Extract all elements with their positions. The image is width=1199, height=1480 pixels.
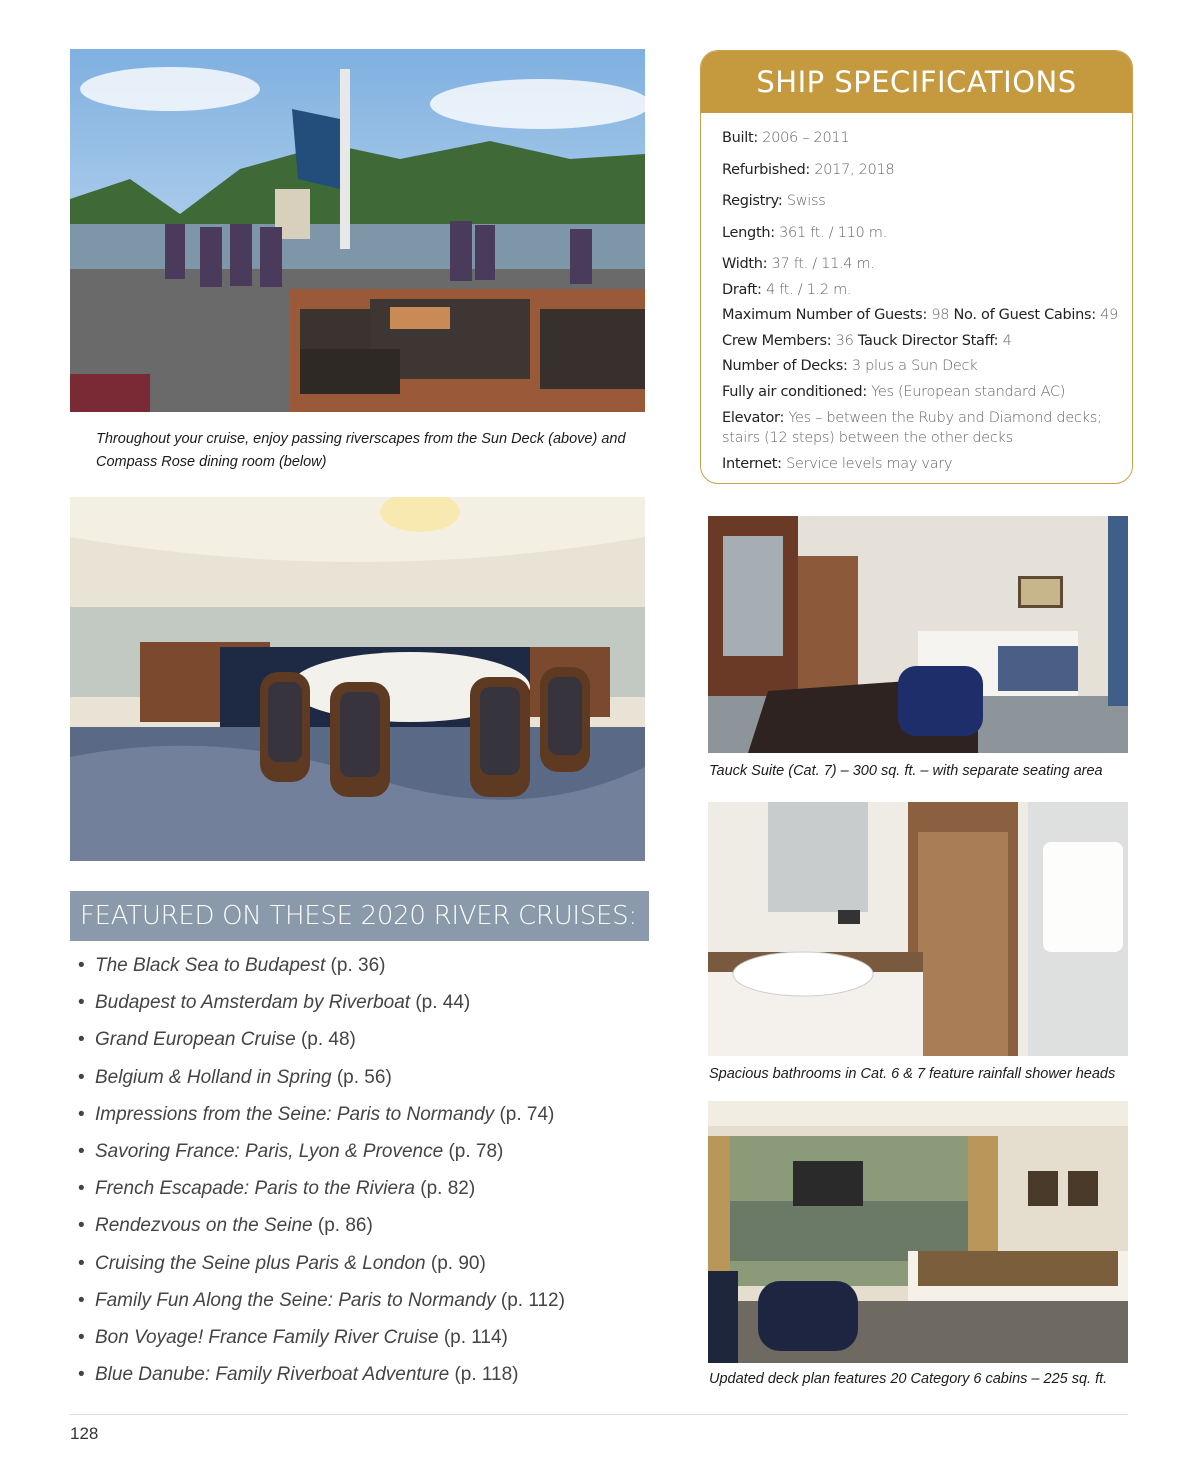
cruise-list-item [78, 1361, 565, 1398]
page-number: 128 [70, 1424, 99, 1443]
sun-deck-caption-line2: Compass Rose dining room (below) [96, 454, 327, 470]
cruise-page-ref: (p. 112) [500, 1289, 565, 1311]
sun-deck-caption-line1: Throughout your cruise, enjoy passing riverscapes from the Sun Deck (above) and [96, 431, 626, 447]
spec-length [722, 221, 1132, 247]
cruise-list-item [78, 1287, 565, 1324]
cruise-page-ref: (p. 86) [317, 1215, 373, 1237]
bullet: • [78, 992, 85, 1014]
cruise-page-ref: (p. 90) [430, 1252, 486, 1274]
cruise-page-ref: (p. 36) [330, 955, 386, 976]
spec-cabins-value: 49 [1100, 307, 1119, 323]
spec-max-guests-label: Maximum Number of Guests: [722, 307, 928, 323]
cruise-list-item [78, 1064, 565, 1101]
bullet: • [78, 1066, 85, 1088]
cruise-title: Impressions from the Seine: Paris to Normandy [95, 1103, 495, 1125]
cruise-list-item [78, 989, 565, 1026]
spec-refurbished [722, 158, 1132, 184]
spec-width-value: 37 ft. / 11.4 m. [771, 256, 875, 272]
spec-director-label: Tauck Director Staff: [857, 332, 999, 349]
spec-registry-value: Swiss [786, 193, 826, 209]
cruise-page-ref: (p. 56) [336, 1066, 392, 1088]
bullet: • [78, 1326, 85, 1348]
spec-draft-value: 4 ft. / 1.2 m. [765, 281, 852, 298]
cruise-list-item [78, 1138, 565, 1175]
spec-internet-value: Service levels may vary [786, 456, 953, 472]
spec-length-label: Length: [722, 224, 775, 241]
spec-length-value: 361 ft. / 110 m. [779, 224, 887, 241]
footer-divider [70, 1414, 1128, 1415]
cruise-title: Cruising the Seine plus Paris & London [95, 1252, 426, 1274]
bathroom-caption: Spacious bathrooms in Cat. 6 & 7 feature rainfall shower heads [709, 1066, 1116, 1082]
cruise-title: Family Fun Along the Seine: Paris to Normandy [95, 1289, 496, 1311]
cruise-page-ref: (p. 114) [443, 1326, 508, 1348]
cruise-list-item [78, 1175, 565, 1212]
cruise-list-item [78, 1250, 565, 1287]
bullet: • [78, 1140, 85, 1162]
dining-room-photo [70, 497, 645, 861]
spec-max-guests-value: 98 [931, 307, 950, 323]
cruise-page-ref: (p. 48) [300, 1029, 356, 1051]
cruise-list-item [78, 952, 565, 989]
cruise-title: Blue Danube: Family Riverboat Adventure [95, 1364, 450, 1386]
spec-air-conditioning [722, 380, 1132, 406]
spec-guests-cabins [722, 303, 1132, 329]
cruise-page-ref: (p. 82) [420, 1178, 476, 1200]
spec-draft [722, 278, 1132, 304]
cruise-title: Budapest to Amsterdam by Riverboat [95, 992, 411, 1014]
featured-cruises-heading: FEATURED ON THESE 2020 RIVER CRUISES: [70, 891, 649, 941]
cabin-caption: Updated deck plan features 20 Category 6 cabins – 225 sq. ft. [709, 1371, 1108, 1387]
spec-decks [722, 354, 1132, 380]
cruise-list-item [78, 1212, 565, 1249]
spec-internet-label: Internet: [722, 456, 782, 472]
spec-decks-value: 3 plus a Sun Deck [851, 358, 978, 374]
spec-decks-label: Number of Decks: [722, 358, 848, 374]
bullet: • [78, 1178, 85, 1200]
spec-elevator-label: Elevator: [722, 410, 785, 426]
bullet: • [78, 1103, 85, 1125]
featured-cruises-list [78, 952, 565, 1398]
cabin-photo [708, 1101, 1128, 1363]
cruise-title: Rendezvous on the Seine [95, 1215, 313, 1237]
sun-deck-photo [70, 49, 645, 412]
spec-registry [722, 189, 1132, 215]
bullet: • [78, 1364, 85, 1386]
ship-specifications-box [700, 50, 1133, 484]
spec-crew-label: Crew Members: [722, 332, 832, 349]
spec-registry-label: Registry: [722, 193, 783, 209]
tauck-suite-photo [708, 516, 1128, 753]
spec-crew-director [722, 329, 1132, 355]
cruise-page-ref: (p. 44) [415, 992, 471, 1014]
cruise-title: French Escapade: Paris to the Riviera [95, 1178, 415, 1200]
spec-built-label: Built: [722, 130, 758, 146]
cruise-title: The Black Sea to Budapest [95, 955, 326, 976]
spec-elevator-value: Yes – between the Ruby and Diamond decks; stairs (12 steps) between the other decks [722, 410, 1102, 446]
bullet: • [78, 1252, 85, 1274]
spec-crew-value: 36 [835, 332, 854, 349]
suite-caption: Tauck Suite (Cat. 7) – 300 sq. ft. – with separate seating area [709, 763, 1103, 779]
sun-deck-caption [96, 428, 626, 474]
cruise-page-ref: (p. 78) [448, 1140, 504, 1162]
spec-ac-value: Yes (European standard AC) [871, 383, 1066, 400]
specs-list [701, 113, 1132, 478]
bullet: • [78, 955, 85, 976]
bullet: • [78, 1029, 85, 1051]
spec-refurbished-label: Refurbished: [722, 161, 810, 178]
cruise-title: Belgium & Holland in Spring [95, 1066, 332, 1088]
cruise-title: Bon Voyage! France Family River Cruise [95, 1326, 439, 1348]
spec-internet [722, 452, 1132, 478]
spec-refurbished-value: 2017, 2018 [814, 161, 895, 178]
specs-title: SHIP SPECIFICATIONS [701, 51, 1132, 113]
spec-built-value: 2006 – 2011 [762, 130, 850, 146]
spec-width-label: Width: [722, 256, 768, 272]
bathroom-photo [708, 802, 1128, 1056]
spec-ac-label: Fully air conditioned: [722, 383, 867, 400]
bullet: • [78, 1289, 85, 1311]
bullet: • [78, 1215, 85, 1237]
cruise-list-item [78, 1101, 565, 1138]
cruise-title: Grand European Cruise [95, 1029, 296, 1051]
cruise-page-ref: (p. 74) [499, 1103, 555, 1125]
spec-director-value: 4 [1002, 332, 1012, 349]
spec-elevator [722, 408, 1122, 448]
spec-cabins-label: No. of Guest Cabins: [953, 307, 1096, 323]
spec-built [722, 126, 1132, 152]
spec-width [722, 252, 1132, 278]
cruise-list-item [78, 1026, 565, 1063]
cruise-list-item [78, 1324, 565, 1361]
spec-draft-label: Draft: [722, 281, 762, 298]
cruise-title: Savoring France: Paris, Lyon & Provence [95, 1140, 444, 1162]
cruise-page-ref: (p. 118) [454, 1364, 519, 1386]
